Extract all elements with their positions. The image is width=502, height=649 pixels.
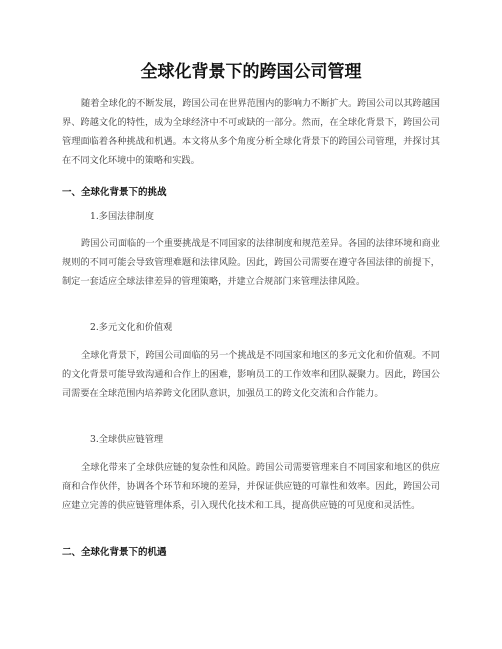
paragraph-legal-systems: 跨国公司面临的一个重要挑战是不同国家的法律制度和规范差异。各国的法律环境和商业规则的不同可能会导致管理难题和法律风险。因此，跨国公司需要在遵守各国法律的前提下，制定一套适应全球法律差异的管理策略，并建立合规部门来管理法律风险。 bbox=[62, 238, 440, 287]
paragraph-multicultural: 全球化背景下，跨国公司面临的另一个挑战是不同国家和地区的多元文化和价值观。不同的文化背景可能导致沟通和合作上的困难，影响员工的工作效率和团队凝聚力。因此，跨国公司需要在全球范围内培养跨文化团队意识，加强员工的跨文化交流和合作能力。 bbox=[62, 350, 440, 399]
subheading-multicultural: 2.多元文化和价值观 bbox=[90, 322, 173, 333]
section-heading-opportunities: 二、全球化背景下的机遇 bbox=[62, 547, 167, 558]
intro-paragraph: 随着全球化的不断发展，跨国公司在世界范围内的影响力不断扩大。跨国公司以其跨越国界、跨越文化的特性，成为全球经济中不可或缺的一部分。然而，在全球化背景下，跨国公司管理面临着各种挑战和机遇。本文将从多个角度分析全球化背景下的跨国公司管理，并探讨其在不同文化环境中的策略和实践。 bbox=[62, 98, 440, 166]
paragraph-supply-chain: 全球化带来了全球供应链的复杂性和风险。跨国公司需要管理来自不同国家和地区的供应商和合作伙伴，协调各个环节和环境的差异，并保证供应链的可靠性和效率。因此，跨国公司应建立完善的供应链管理体系，引入现代化技术和工具，提高供应链的可见度和灵活性。 bbox=[62, 462, 440, 511]
document-title: 全球化背景下的跨国公司管理 bbox=[140, 62, 362, 82]
section-heading-challenges: 一、全球化背景下的挑战 bbox=[62, 187, 167, 198]
subheading-supply-chain: 3.全球供应链管理 bbox=[90, 434, 164, 445]
subheading-legal-systems: 1.多国法律制度 bbox=[90, 211, 154, 222]
